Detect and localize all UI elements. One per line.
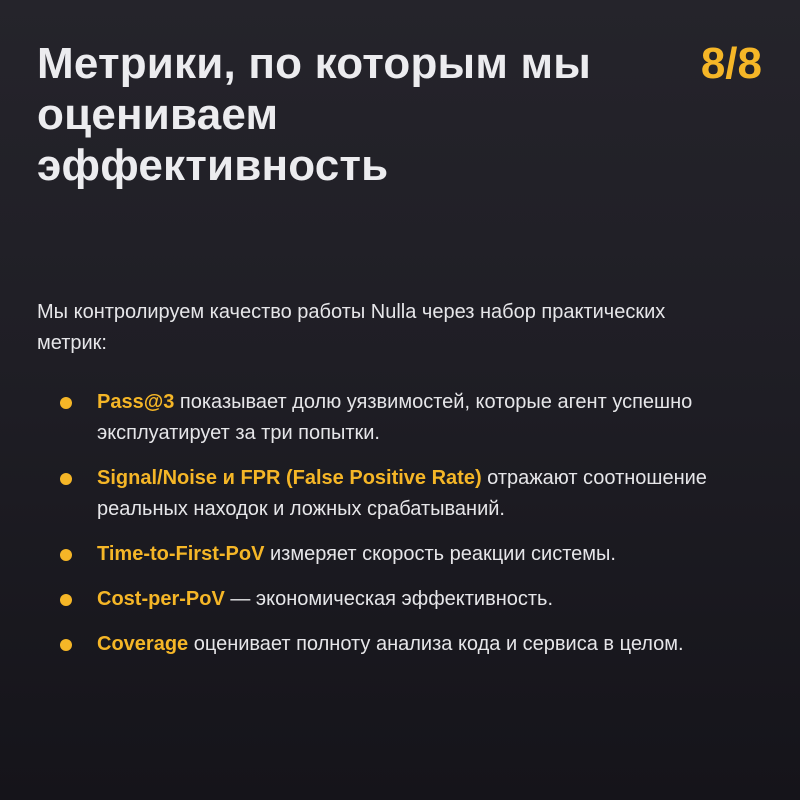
metric-description: отражают соотношение реальных находок и ложных срабатываний.	[97, 467, 707, 520]
metric-item-time-to-first-pov	[60, 539, 750, 570]
metric-term: Pass@3	[97, 391, 175, 413]
slide-counter: 8/8	[700, 39, 762, 88]
bullet-dot-icon	[60, 594, 72, 606]
metric-description: измеряет скорость реакции системы.	[264, 543, 616, 565]
slide-title: Метрики, по которым мы оцениваем эффективность	[37, 39, 592, 190]
metric-item-signal-noise-fpr	[60, 463, 750, 525]
intro-text: Мы контролируем качество работы Nulla через набор практических метрик:	[37, 301, 666, 354]
bullet-dot-icon	[60, 549, 72, 561]
metric-item-cost-per-pov	[60, 584, 750, 615]
metric-term: Cost-per-PoV	[97, 588, 225, 610]
metric-description: — экономическая эффективность.	[224, 588, 554, 610]
metrics-list	[60, 387, 750, 674]
metric-term: Signal/Noise и FPR (False Positive Rate)	[97, 467, 482, 489]
bullet-dot-icon	[60, 397, 72, 409]
metric-description: оценивает полноту анализа кода и сервиса в целом.	[188, 633, 684, 655]
metric-term: Coverage	[97, 633, 189, 655]
metric-description: показывает долю уязвимостей, которые агент успешно эксплуатирует за три попытки.	[97, 391, 693, 444]
metric-term: Time-to-First-PoV	[97, 543, 265, 565]
bullet-dot-icon	[60, 473, 72, 485]
metric-item-pass-at-3	[60, 387, 750, 449]
metric-item-coverage	[60, 629, 750, 660]
bullet-dot-icon	[60, 639, 72, 651]
